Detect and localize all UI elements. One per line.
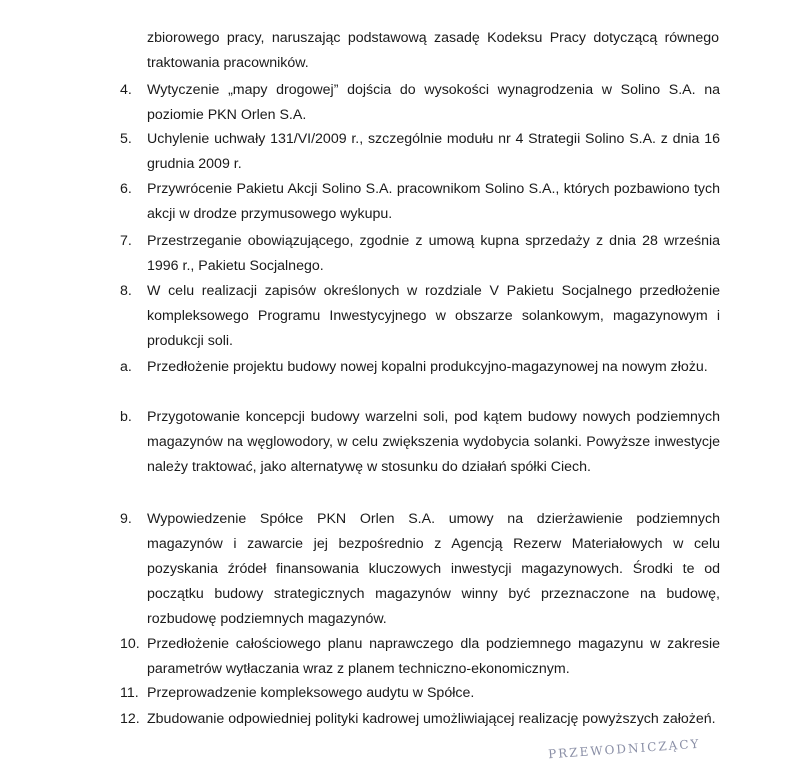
list-item-5 [120, 127, 720, 177]
list-item-text: Przedłożenie projektu budowy nowej kopalni produkcyjno-magazynowej na nowym złożu. [147, 359, 708, 375]
list-item-9 [120, 507, 720, 632]
list-item-number: 11. [120, 685, 139, 701]
list-item-text: Przedłożenie całościowego planu naprawczego dla podziemnego magazynu w zakresie parametrów wytłaczania wraz z planem techniczno-ekonomicznym. [147, 636, 720, 677]
list-item-number: 8. [120, 283, 132, 299]
continuation-paragraph: zbiorowego pracy, naruszając podstawową zasadę Kodeksu Pracy dotyczącą równego traktowania pracowników. [147, 30, 719, 71]
list-item-text: W celu realizacji zapisów określonych w rozdziale V Pakietu Socjalnego przedłożenie kompleksowego Programu Inwestycyjnego w obszarze solankowym, magazynowym i produkcji soli. [147, 283, 720, 349]
list-item-4 [120, 78, 720, 128]
list-item-letter: b. [120, 409, 132, 425]
list-item-text: Przestrzeganie obowiązującego, zgodnie z umową kupna sprzedaży z dnia 28 września 1996 r., Pakietu Socjalnego. [147, 233, 720, 274]
list-item-6 [120, 177, 720, 227]
list-item-letter: a. [120, 359, 132, 375]
list-item-7 [120, 229, 720, 279]
stamp: PRZEWODNICZĄCY [547, 736, 701, 761]
list-item-number: 7. [120, 233, 132, 249]
list-item-number: 6. [120, 181, 132, 197]
list-item-text: Przygotowanie koncepcji budowy warzelni soli, pod kątem budowy nowych podziemnych magazynów na węglowodory, w celu zwiększenia wydobycia solanki. Powyższe inwestycje należy traktować, jako alternatywę w stosunku do działań spółki Ciech. [147, 409, 720, 475]
list-item-12 [120, 707, 720, 732]
list-item-text: Przywrócenie Pakietu Akcji Solino S.A. pracownikom Solino S.A., których pozbawiono tych akcji w drodze przymusowego wykupu. [147, 181, 720, 222]
list-item-11 [120, 681, 720, 706]
list-item-8 [120, 279, 720, 354]
list-item-text: Zbudowanie odpowiedniej polityki kadrowej umożliwiającej realizację powyższych założeń. [147, 711, 716, 727]
list-item-number: 4. [120, 82, 132, 98]
list-item-text: Przeprowadzenie kompleksowego audytu w Spółce. [147, 685, 475, 701]
list-item-number: 12. [120, 711, 140, 727]
list-item-number: 9. [120, 511, 132, 527]
list-item-text: Wypowiedzenie Spółce PKN Orlen S.A. umowy na dzierżawienie podziemnych magazynów i zawarcie jej bezpośrednio z Agencją Rezerw Materiałowych w celu pozyskania źródeł finansowania kluczowych inwestycji magazynowych. Środki te od początku budowy strategicznych magazynów winny być przeznaczone na budowę, rozbudowę podziemnych magazynów. [147, 511, 720, 627]
list-item-text: Wytyczenie „mapy drogowej” dojścia do wysokości wynagrodzenia w Solino S.A. na poziomie PKN Orlen S.A. [147, 82, 720, 123]
list-item-number: 10. [120, 636, 140, 652]
list-item-b [120, 405, 720, 480]
list-item-number: 5. [120, 131, 132, 147]
list-item-10 [120, 632, 720, 682]
list-item-a [120, 355, 720, 380]
list-item-text: Uchylenie uchwały 131/VI/2009 r., szczególnie modułu nr 4 Strategii Solino S.A. z dnia 16 grudnia 2009 r. [147, 131, 720, 172]
